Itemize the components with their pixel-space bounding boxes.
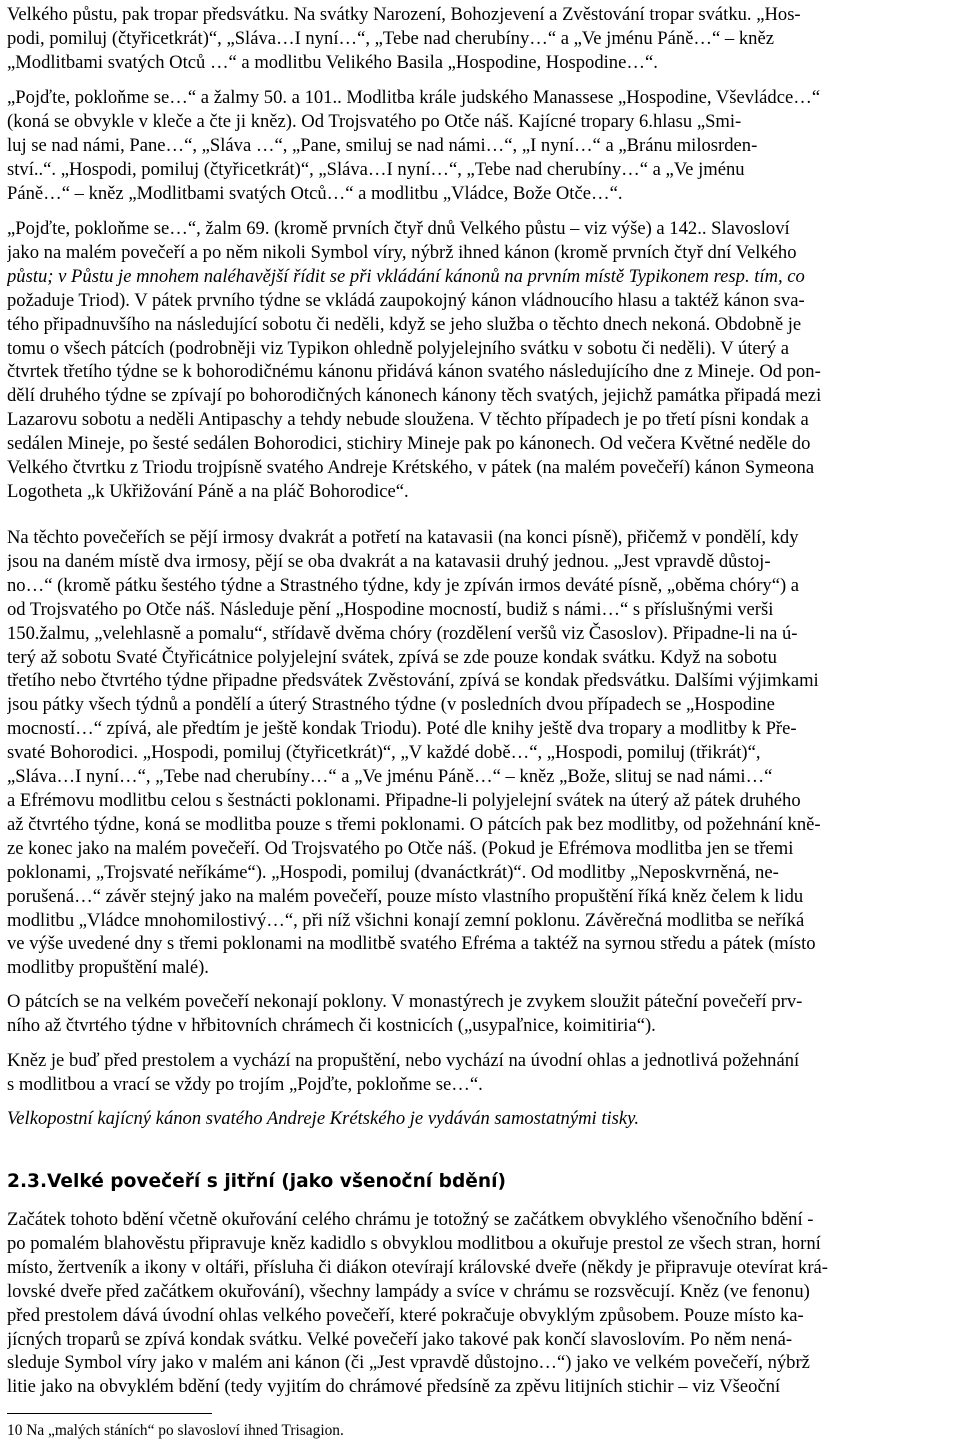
paragraph-5 [7, 990, 957, 1038]
text-line: od Trojsvatého po Otče náš. Následuje pění „Hospodine mocností, budiž s námi…“ s příslušnými verši [7, 598, 774, 620]
text-line: jícných troparů se zpívá kondak svátku. Velké povečeří jako takové pak končí slavoslovím. Po něm nená- [7, 1328, 793, 1350]
text-line: (koná se obvykle v kleče a čte ji kněz). Od Trojsvatého po Otče náš. Kajícné tropary 6.hlasu „Smi- [7, 110, 742, 132]
text-line: terý až sobotu Svaté Čtyřicátnice polyjelejní svátek, zpívá se zde pouze kondak svátku. Když na sobotu [7, 646, 777, 668]
text-line: ze konec jako na malém povečeří. Od Trojsvatého po Otče náš. (Pokud je Efrémova modlitba jen se třemi [7, 837, 794, 859]
text-line: Velkého čtvrtku z Triodu trojpísně svatého Andreje Krétského, v pátek (na malém povečeří) kánon Symeona [7, 457, 815, 479]
text-line: až čtvrtého týdne, koná se modlitba pouze s třemi poklonami. O pátcích pak bez modlitby, od požehnání kně- [7, 813, 821, 835]
text-line: sleduje Symbol víry jako v malém ani kánon (či „Jest vpravdě důstojno…“) jako ve velkém povečeří, nýbrž [7, 1352, 810, 1374]
text-line: „Pojďte, pokloňme se…“, žalm 69. (kromě prvních čtyř dnů Velkého půstu – viz výše) a 142.. Slavosloví [7, 218, 790, 239]
text-line: dělí druhého týdne se zpívají po bohorodičných kánonech kánony těch svatých, jejichž památka připadá mezi [7, 385, 822, 407]
text-line: modlitby propuštění malé). [7, 957, 209, 979]
paragraph-7 [7, 1107, 957, 1131]
text-line: modlitbu „Vládce mnohomilostivý…“, při níž všichni konají zemní poklonu. Závěrečná modlitba se neříká [7, 909, 805, 931]
text-line: místo, žertveník a ikony v oltáři, přísluha či diákon otevírají královské dveře (někdy je připravuje otevírat krá- [7, 1256, 828, 1278]
text-line: litie jako na obvyklém bdění (tedy vyjitím do chrámové předsíně za zpěvu litijních stichir – viz Všeoční [7, 1376, 781, 1398]
text-line: sedálen Mineje, po šesté sedálen Bohorodici, stichiry Mineje pak po kánonech. Od večera Květné neděle do [7, 433, 811, 455]
text-line: s modlitbou a vrací se vždy po trojím „Pojďte, pokloňme se…“. [7, 1073, 483, 1095]
text-line: Na těchto povečeřích se pějí irmosy dvakrát a potřetí na katavasii (na konci písně), přičemž v pondělí, kdy [7, 527, 799, 548]
text-line: Lazarovu sobotu a neděli Antipaschy a tehdy nebude sloužena. V těchto případech je po třetí písni kondak a [7, 409, 809, 431]
text-line: Začátek tohoto bdění včetně okuřování celého chrámu je totožný se začátkem obvyklého všenočního bdění - [7, 1209, 814, 1230]
paragraph-3 [7, 217, 957, 504]
text-line: 150.žalmu, „velehlasně a pomalu“, střídavě dvěma chóry (rozdělení veršů viz Časoslov). Připadne-li na ú- [7, 622, 798, 644]
footnote: 10 Na „malých stáních“ po slavosloví ihned Trisagion. [7, 1422, 344, 1439]
text-line: podi, pomiluj (čtyřicetkrát)“, „Sláva…I nyní…“, „Tebe nad cherubíny…“ a „Ve jménu Páně…“ – kněz [7, 27, 774, 49]
text-line: třetího nebo čtvrtého týdne připadne předsvátek Zvěstování, zpívá se kondak předsvátku. Dalšími výjimkami [7, 670, 819, 692]
text-line: „Pojďte, pokloňme se…“ a žalmy 50. a 101.. Modlitba krále judského Manassese „Hospodine, Vševládce…“ [7, 87, 821, 108]
paragraph-1 [7, 3, 957, 75]
text-line: tého připadnuvšího na následující sobotu či neděli, když se jeho služba o těchto dnech nekoná. Obdobně je [7, 313, 802, 335]
text-line: jako na malém povečeří a po něm nikoli Symbol víry, nýbrž ihned kánon (kromě prvních čtyř dní Velkého [7, 241, 797, 263]
text-line: jsou pátky všech týdnů a pondělí a úterý Strastného týdne (v posledních dvou případech se „Hospodine [7, 694, 775, 716]
text-line: čtvrtek třetího týdne se k bohorodičnému kánonu přidává kánon svatého následujícího dne z Mineje. Od pon- [7, 361, 821, 383]
text-line: ství..“. „Hospodi, pomiluj (čtyřicetkrát)“, „Sláva…I nyní…“, „Tebe nad cherubíny…“ a „Ve jménu [7, 158, 745, 180]
text-line: luj se nad námi, Pane…“, „Sláva …“, „Pane, smiluj se nad námi…“, „I nyní…“ a „Bránu milosrden- [7, 134, 758, 156]
text-line: jsou na daném místě dva irmosy, pějí se oba dvakrát a na katavasii druhý jednou. „Jest vpravdě důstoj- [7, 550, 771, 572]
paragraph-8 [7, 1208, 957, 1399]
text-line: ního až čtvrtého týdne v hřbitovních chrámech či kostnicích („usypaľnice, koimitiria“). [7, 1014, 656, 1036]
text-line: O pátcích se na velkém povečeří nekonají poklony. V monastýrech je zvykem sloužit páteční povečeří prv- [7, 991, 803, 1012]
text-line: před prestolem dává úvodní ohlas velkého povečeří, které pokračuje obvyklým způsobem. Pouze místo ka- [7, 1304, 804, 1326]
footnote-rule [7, 1413, 212, 1414]
text-line: no…“ (kromě pátku šestého týdne a Strastného týdne, kdy je zpíván irmos deváté písně, „oběma chóry“) a [7, 574, 800, 596]
text-line: Velkého půstu, pak tropar předsvátku. Na svátky Narození, Bohozjevení a Zvěstování tropar svátku. „Hos- [7, 4, 801, 25]
section-heading: 2.3.Velké povečeří s jitřní (jako všenoční bdění) [7, 1171, 506, 1192]
text-line: tomu o všech pátcích (podrobněji viz Typikon ohledně polyjelejního svátku v sobotu či neděli). V úterý a [7, 337, 790, 359]
text-line: poklonami, „Trojsvaté neříkáme“). „Hospodi, pomiluj (dvanáctkrát)“. Od modlitby „Neposkvrněná, ne- [7, 861, 779, 883]
paragraph-2 [7, 86, 957, 206]
text-line: po pomalém blahověstu připravuje kněz kadidlo s obvyklou modlitbou a okuřuje prestol ze všech stran, horní [7, 1232, 821, 1254]
text-line: svaté Bohorodici. „Hospodi, pomiluj (čtyřicetkrát)“, „V každé době…“, „Hospodi, pomiluj (třikrát)“, [7, 742, 761, 764]
text-line: lovské dveře před začátkem okuřování), všechny lampády a svíce v chrámu se rozsvěcují. Kněz (ve fenonu) [7, 1280, 810, 1302]
text-line: „Modlitbami svatých Otců …“ a modlitbu Velikého Basila „Hospodine, Hospodine…“. [7, 51, 658, 73]
text-line: mocností…“ zpívá, ale předtím je ještě kondak Triodu). Poté dle knihy ještě dva tropary a modlitby k Pře- [7, 718, 797, 740]
text-line: porušená…“ závěr stejný jako na malém povečeří, pouze místo vlastního propuštění říká kněz čelem k lidu [7, 885, 804, 907]
text-line: požaduje Triod). V pátek prvního týdne se vkládá zaupokojný kánon vládnoucího hlasu a taktéž kánon sva- [7, 289, 805, 311]
text-line: Velkopostní kajícný kánon svatého Andreje Krétského je vydáván samostatnými tisky. [7, 1108, 640, 1129]
text-line: Páně…“ – kněz „Modlitbami svatých Otců…“ a modlitbu „Vládce, Bože Otče…“. [7, 182, 623, 204]
text-line: půstu; v Půstu je mnohem naléhavější řídit se při vkládání kánonů na prvním místě Typikonem resp. tím, co [7, 265, 805, 287]
text-line: a Efrémovu modlitbu celou s šestnácti poklonami. Připadne-li polyjelejní svátek na úterý až pátek druhého [7, 789, 801, 811]
text-line: Logotheta „k Ukřižování Páně a na pláč Bohorodice“. [7, 480, 409, 502]
text-line: Kněz je buď před prestolem a vychází na propuštění, nebo vychází na úvodní ohlas a jednotlivá požehnání [7, 1050, 800, 1071]
text-line: „Sláva…I nyní…“, „Tebe nad cherubíny…“ a „Ve jménu Páně…“ – kněz „Bože, slituj se nad námi…“ [7, 766, 773, 788]
paragraph-4 [7, 526, 957, 980]
text-line: ve výše uvedené dny s třemi poklonami na modlitbě svatého Efréma a taktéž na syrnou středu a pátek (místo [7, 933, 816, 955]
paragraph-6 [7, 1049, 957, 1097]
